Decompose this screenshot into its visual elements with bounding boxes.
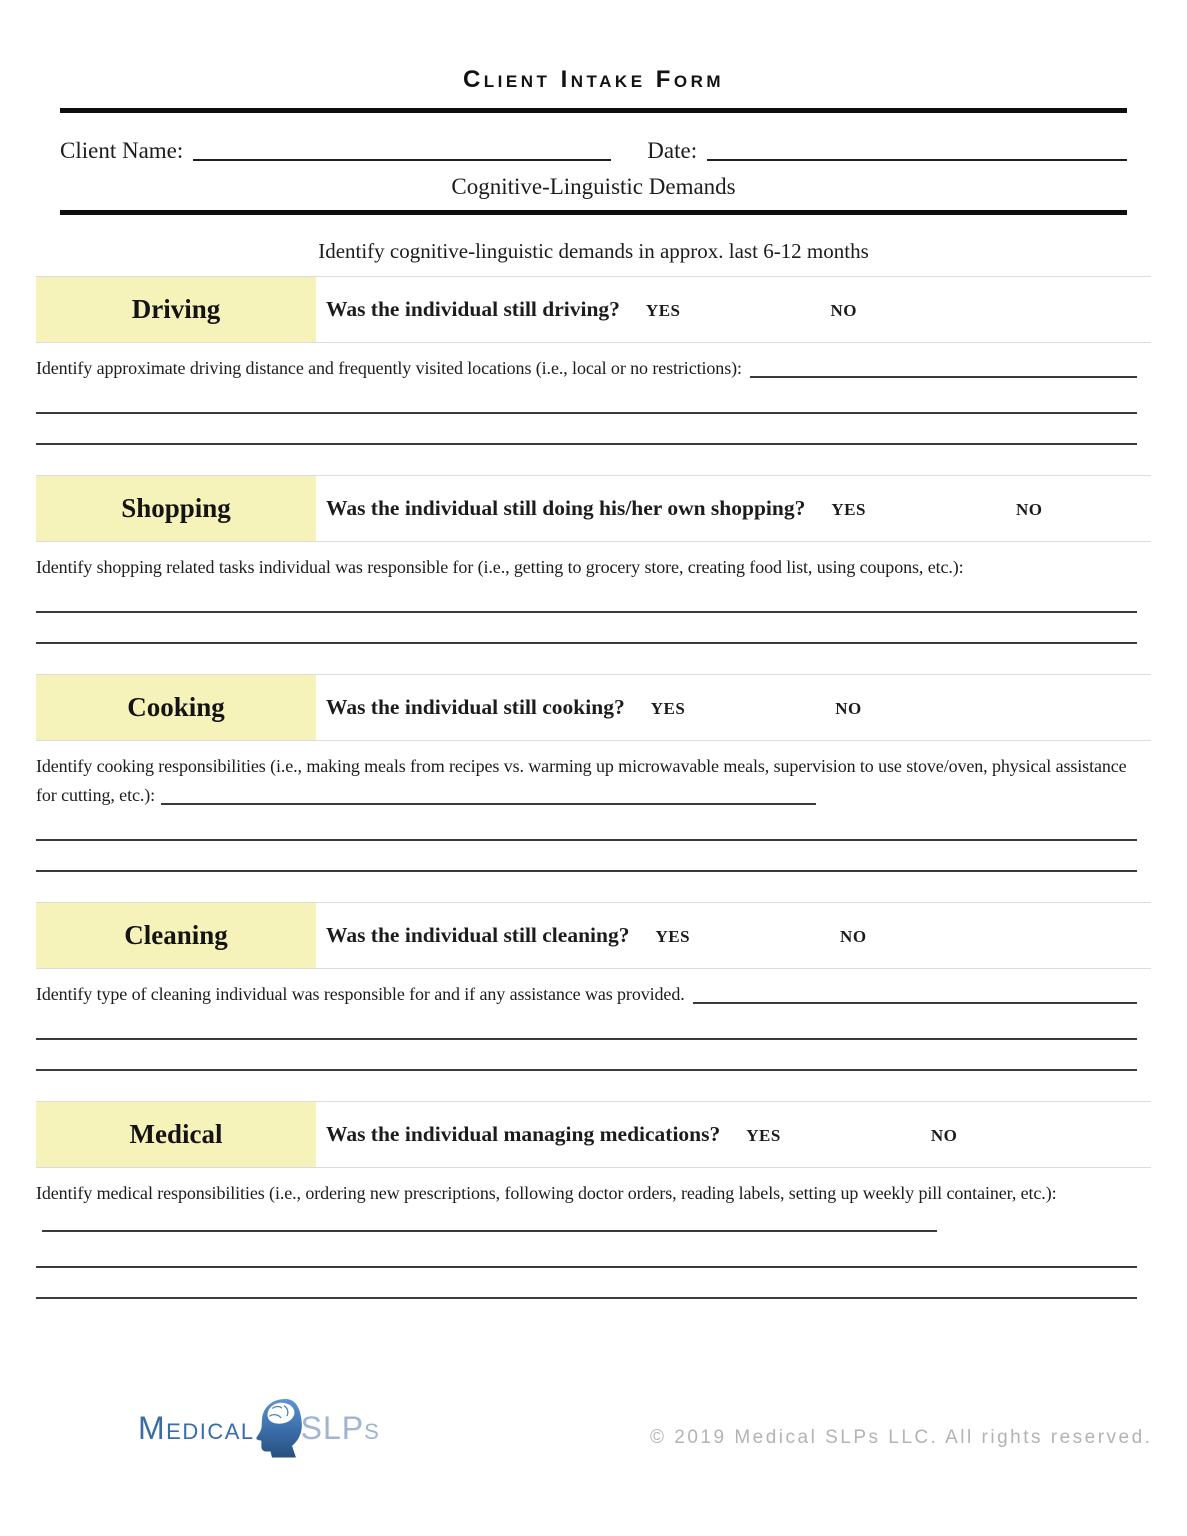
- client-name-field-line: [193, 157, 611, 161]
- section-medical-question-row: [326, 1122, 957, 1147]
- answer-line: [36, 841, 1137, 872]
- answer-line: [36, 1268, 1137, 1299]
- yes-option: YES: [746, 1126, 781, 1145]
- section-cleaning-label: Cleaning: [36, 903, 316, 968]
- section-driving: [36, 276, 1151, 445]
- section-medical-label: Medical: [36, 1102, 316, 1167]
- page-title: Client Intake Form: [462, 66, 725, 93]
- answer-line: [36, 414, 1137, 445]
- section-cleaning-prompt: Identify type of cleaning individual was responsible for and if any assistance was provided.: [36, 984, 685, 1004]
- answer-line: [36, 613, 1137, 644]
- section-shopping-question: Was the individual still doing his/her own shopping?: [326, 496, 806, 520]
- section-shopping-header: [36, 475, 1151, 542]
- logo-medical-text: Medical: [138, 1409, 255, 1446]
- answer-line: [36, 383, 1137, 414]
- section-shopping-prompt-row: [36, 553, 1137, 582]
- head-with-brain-icon: [253, 1398, 305, 1458]
- section-shopping-question-row: [326, 496, 1042, 521]
- section-medical-question: Was the individual managing medications?: [326, 1122, 721, 1146]
- section-cleaning-header: [36, 902, 1151, 969]
- answer-line: [36, 582, 1137, 613]
- section-driving-header: [36, 276, 1151, 343]
- section-heading: Cognitive-Linguistic Demands: [451, 174, 736, 199]
- answer-line: [750, 376, 1137, 378]
- logo-slps-text: SLPs: [300, 1409, 380, 1446]
- yes-option: YES: [655, 927, 691, 946]
- section-driving-label: Driving: [36, 277, 316, 342]
- client-date-row: [60, 137, 1127, 165]
- section-cooking-question-row: [326, 695, 862, 720]
- section-driving-prompt: Identify approximate driving distance and frequently visited locations (i.e., local or no restrictions):: [36, 358, 742, 378]
- medical-slps-logo: [138, 1398, 380, 1458]
- answer-line: [161, 801, 816, 805]
- divider-rule-bottom: [60, 210, 1127, 215]
- date-label: Date:: [647, 138, 698, 163]
- copyright-text: © 2019 Medical SLPs LLC. All rights reserved.: [650, 1427, 1153, 1448]
- date-field-line: [707, 157, 1127, 161]
- section-medical-prompt: Identify medical responsibilities (i.e., ordering new prescriptions, following doctor orders, reading labels, setting up weekly pill container, etc.):: [36, 1183, 1057, 1203]
- section-shopping: [36, 475, 1151, 644]
- section-cooking-label: Cooking: [36, 675, 316, 740]
- section-medical-prompt-row: [36, 1179, 1137, 1237]
- section-cooking-prompt: Identify cooking responsibilities (i.e., making meals from recipes vs. warming up microwavable meals, supervision to use stove/oven, physical assistance for cutting, etc.):: [36, 756, 1127, 805]
- section-cooking-prompt-row: [36, 752, 1137, 810]
- section-cleaning-question-row: [326, 923, 867, 948]
- section-cooking: [36, 674, 1151, 872]
- answer-line: [36, 1237, 1137, 1268]
- yes-option: YES: [645, 301, 681, 320]
- yes-option: YES: [650, 699, 686, 718]
- no-option: NO: [840, 927, 867, 946]
- no-option: NO: [830, 301, 857, 320]
- section-cooking-header: [36, 674, 1151, 741]
- section-cleaning: [36, 902, 1151, 1071]
- no-option: NO: [835, 699, 862, 718]
- section-cooking-question: Was the individual still cooking?: [326, 695, 625, 719]
- section-shopping-label: Shopping: [36, 476, 316, 541]
- section-driving-question-row: [326, 297, 857, 322]
- section-driving-prompt-row: [36, 354, 1137, 383]
- no-option: NO: [1015, 500, 1043, 519]
- client-name-label: Client Name:: [60, 138, 184, 163]
- section-medical: [36, 1101, 1151, 1299]
- answer-line: [36, 1040, 1137, 1071]
- section-medical-header: [36, 1101, 1151, 1168]
- answer-line: [36, 1009, 1137, 1040]
- no-option: NO: [930, 1126, 958, 1145]
- instruction-text: Identify cognitive-linguistic demands in approx. last 6-12 months: [318, 239, 869, 263]
- yes-option: YES: [831, 500, 866, 519]
- section-shopping-prompt: Identify shopping related tasks individual was responsible for (i.e., getting to grocery store, creating food list, using coupons, etc.):: [36, 557, 964, 577]
- section-driving-question: Was the individual still driving?: [326, 297, 620, 321]
- answer-line: [42, 1228, 937, 1232]
- section-cleaning-question: Was the individual still cleaning?: [326, 923, 630, 947]
- divider-rule-top: [60, 108, 1127, 113]
- sections-container: [36, 276, 1151, 1299]
- section-cleaning-prompt-row: [36, 980, 1137, 1009]
- form-header: [60, 0, 1127, 265]
- answer-line: [36, 810, 1137, 841]
- answer-line: [693, 1002, 1137, 1004]
